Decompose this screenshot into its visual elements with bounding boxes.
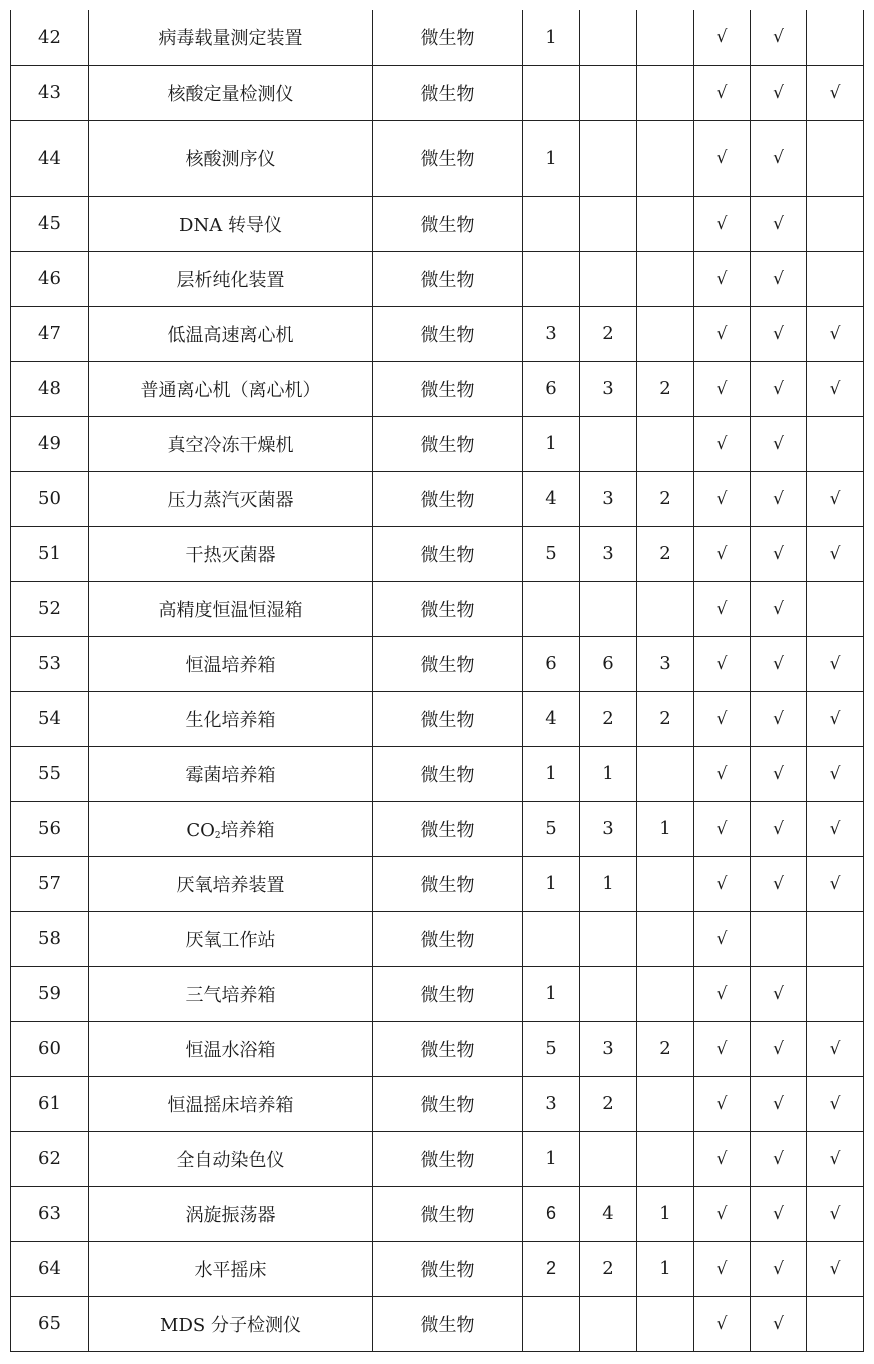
equipment-name-text: CO <box>186 819 215 841</box>
category-cell: 微生物 <box>373 1131 523 1186</box>
check-mark-icon: √ <box>807 1241 864 1296</box>
quantity-cell-3 <box>637 416 694 471</box>
category-cell: 微生物 <box>373 746 523 801</box>
check-cell-3 <box>807 416 864 471</box>
quantity-cell-2 <box>580 911 637 966</box>
quantity-cell-2 <box>580 1131 637 1186</box>
equipment-name-cell: 生化培养箱 <box>89 691 373 746</box>
check-mark-icon: √ <box>694 746 751 801</box>
quantity-cell-1: 1 <box>523 10 580 65</box>
quantity-cell-2: 3 <box>580 361 637 416</box>
check-mark-icon: √ <box>751 1021 807 1076</box>
check-cell-2 <box>751 911 807 966</box>
equipment-name-cell: 水平摇床 <box>89 1241 373 1296</box>
table-row <box>11 251 864 306</box>
quantity-cell-3: 2 <box>637 1021 694 1076</box>
quantity-cell-1 <box>523 196 580 251</box>
quantity-cell-1: 5 <box>523 801 580 856</box>
check-cell-3 <box>807 251 864 306</box>
quantity-cell-3 <box>637 1131 694 1186</box>
check-mark-icon: √ <box>694 361 751 416</box>
equipment-table <box>10 10 864 1352</box>
check-mark-icon: √ <box>751 120 807 196</box>
check-mark-icon: √ <box>807 65 864 120</box>
row-number-cell: 42 <box>11 10 89 65</box>
check-mark-icon: √ <box>807 691 864 746</box>
check-mark-icon: √ <box>751 966 807 1021</box>
check-mark-icon: √ <box>694 120 751 196</box>
check-cell-3 <box>807 1296 864 1351</box>
table-row <box>11 966 864 1021</box>
quantity-cell-2: 2 <box>580 691 637 746</box>
quantity-cell-3 <box>637 581 694 636</box>
equipment-name-cell <box>89 801 373 856</box>
table-row <box>11 746 864 801</box>
row-number-cell: 51 <box>11 526 89 581</box>
check-mark-icon: √ <box>694 471 751 526</box>
quantity-cell-1: 3 <box>523 306 580 361</box>
quantity-cell-1: 3 <box>523 1076 580 1131</box>
quantity-cell-1: 1 <box>523 120 580 196</box>
category-cell: 微生物 <box>373 306 523 361</box>
check-mark-icon: √ <box>694 1186 751 1241</box>
table-row <box>11 10 864 65</box>
table-row <box>11 801 864 856</box>
quantity-cell-1: 4 <box>523 471 580 526</box>
check-mark-icon: √ <box>807 856 864 911</box>
quantity-cell-2 <box>580 196 637 251</box>
check-mark-icon: √ <box>694 1021 751 1076</box>
table-row <box>11 911 864 966</box>
quantity-cell-3 <box>637 251 694 306</box>
category-cell: 微生物 <box>373 1186 523 1241</box>
category-cell: 微生物 <box>373 801 523 856</box>
check-mark-icon: √ <box>807 471 864 526</box>
quantity-cell-1 <box>523 911 580 966</box>
equipment-name-cell: 层析纯化装置 <box>89 251 373 306</box>
equipment-name-cell: 病毒载量测定装置 <box>89 10 373 65</box>
quantity-cell-1: 1 <box>523 416 580 471</box>
table-row <box>11 1241 864 1296</box>
table-row <box>11 691 864 746</box>
check-mark-icon: √ <box>694 1241 751 1296</box>
equipment-name-cell: 核酸定量检测仪 <box>89 65 373 120</box>
row-number-cell: 64 <box>11 1241 89 1296</box>
equipment-name-cell: 恒温摇床培养箱 <box>89 1076 373 1131</box>
row-number-cell: 59 <box>11 966 89 1021</box>
quantity-cell-3: 2 <box>637 471 694 526</box>
check-mark-icon: √ <box>751 416 807 471</box>
row-number-cell: 53 <box>11 636 89 691</box>
equipment-name-cell: 霉菌培养箱 <box>89 746 373 801</box>
quantity-cell-3 <box>637 196 694 251</box>
row-number-cell: 61 <box>11 1076 89 1131</box>
category-cell: 微生物 <box>373 856 523 911</box>
equipment-name-cell: 核酸测序仪 <box>89 120 373 196</box>
category-cell: 微生物 <box>373 581 523 636</box>
check-mark-icon: √ <box>694 801 751 856</box>
row-number-cell: 44 <box>11 120 89 196</box>
table-body <box>11 10 864 1351</box>
equipment-name-cell: 高精度恒温恒湿箱 <box>89 581 373 636</box>
check-mark-icon: √ <box>751 1296 807 1351</box>
row-number-cell: 49 <box>11 416 89 471</box>
check-mark-icon: √ <box>807 306 864 361</box>
table-row <box>11 526 864 581</box>
check-cell-3 <box>807 911 864 966</box>
category-cell: 微生物 <box>373 416 523 471</box>
equipment-name-cell: 恒温水浴箱 <box>89 1021 373 1076</box>
check-mark-icon: √ <box>694 526 751 581</box>
equipment-name-cell: MDS 分子检测仪 <box>89 1296 373 1351</box>
check-mark-icon: √ <box>751 1241 807 1296</box>
category-cell: 微生物 <box>373 361 523 416</box>
check-cell-3 <box>807 966 864 1021</box>
check-mark-icon: √ <box>694 856 751 911</box>
quantity-cell-3 <box>637 65 694 120</box>
quantity-cell-3 <box>637 911 694 966</box>
table-row <box>11 65 864 120</box>
table-row <box>11 361 864 416</box>
table-row <box>11 306 864 361</box>
equipment-name-cell: 全自动染色仪 <box>89 1131 373 1186</box>
row-number-cell: 62 <box>11 1131 89 1186</box>
quantity-cell-3 <box>637 1296 694 1351</box>
category-cell: 微生物 <box>373 251 523 306</box>
check-mark-icon: √ <box>807 1076 864 1131</box>
check-mark-icon: √ <box>807 636 864 691</box>
check-mark-icon: √ <box>694 581 751 636</box>
quantity-cell-1: 6 <box>523 361 580 416</box>
quantity-cell-2: 2 <box>580 306 637 361</box>
quantity-cell-2: 3 <box>580 801 637 856</box>
equipment-name-cell: 涡旋振荡器 <box>89 1186 373 1241</box>
check-mark-icon: √ <box>807 526 864 581</box>
check-mark-icon: √ <box>751 10 807 65</box>
quantity-cell-3: 3 <box>637 636 694 691</box>
table-row <box>11 196 864 251</box>
check-mark-icon: √ <box>694 196 751 251</box>
quantity-cell-2: 3 <box>580 1021 637 1076</box>
check-cell-3 <box>807 581 864 636</box>
equipment-name-cell: 低温高速离心机 <box>89 306 373 361</box>
quantity-cell-2: 1 <box>580 856 637 911</box>
check-mark-icon: √ <box>694 966 751 1021</box>
check-mark-icon: √ <box>751 1076 807 1131</box>
table-row <box>11 1021 864 1076</box>
equipment-name-suffix: 培养箱 <box>220 819 275 841</box>
quantity-cell-1: 6 <box>523 636 580 691</box>
row-number-cell: 60 <box>11 1021 89 1076</box>
equipment-name-cell: 恒温培养箱 <box>89 636 373 691</box>
check-mark-icon: √ <box>694 1131 751 1186</box>
check-mark-icon: √ <box>807 1186 864 1241</box>
quantity-cell-3: 2 <box>637 526 694 581</box>
check-mark-icon: √ <box>694 1296 751 1351</box>
table-row <box>11 416 864 471</box>
row-number-cell: 48 <box>11 361 89 416</box>
category-cell: 微生物 <box>373 120 523 196</box>
quantity-cell-2 <box>580 120 637 196</box>
quantity-cell-1: 1 <box>523 966 580 1021</box>
quantity-cell-2 <box>580 581 637 636</box>
row-number-cell: 65 <box>11 1296 89 1351</box>
row-number-cell: 56 <box>11 801 89 856</box>
quantity-cell-2: 6 <box>580 636 637 691</box>
equipment-name-cell: 干热灭菌器 <box>89 526 373 581</box>
quantity-cell-1: 1 <box>523 856 580 911</box>
quantity-cell-1: 6 <box>523 1186 580 1241</box>
row-number-cell: 54 <box>11 691 89 746</box>
check-mark-icon: √ <box>751 746 807 801</box>
row-number-cell: 63 <box>11 1186 89 1241</box>
check-mark-icon: √ <box>751 196 807 251</box>
check-mark-icon: √ <box>751 306 807 361</box>
table-row <box>11 856 864 911</box>
check-mark-icon: √ <box>807 801 864 856</box>
row-number-cell: 58 <box>11 911 89 966</box>
check-cell-3 <box>807 10 864 65</box>
quantity-cell-2: 2 <box>580 1241 637 1296</box>
category-cell: 微生物 <box>373 526 523 581</box>
quantity-cell-3 <box>637 746 694 801</box>
check-mark-icon: √ <box>694 636 751 691</box>
check-mark-icon: √ <box>751 1186 807 1241</box>
quantity-cell-2: 3 <box>580 526 637 581</box>
quantity-cell-2: 4 <box>580 1186 637 1241</box>
quantity-cell-2 <box>580 251 637 306</box>
category-cell: 微生物 <box>373 911 523 966</box>
quantity-cell-3: 2 <box>637 361 694 416</box>
table-row <box>11 636 864 691</box>
quantity-cell-3 <box>637 306 694 361</box>
table-row <box>11 471 864 526</box>
check-mark-icon: √ <box>807 1021 864 1076</box>
table-row <box>11 120 864 196</box>
equipment-name-cell: 三气培养箱 <box>89 966 373 1021</box>
category-cell: 微生物 <box>373 1296 523 1351</box>
equipment-name-cell: 普通离心机（离心机） <box>89 361 373 416</box>
equipment-name-cell: 压力蒸汽灭菌器 <box>89 471 373 526</box>
table-row <box>11 1076 864 1131</box>
category-cell: 微生物 <box>373 65 523 120</box>
quantity-cell-2: 3 <box>580 471 637 526</box>
table-row <box>11 1296 864 1351</box>
quantity-cell-1 <box>523 581 580 636</box>
quantity-cell-1 <box>523 1296 580 1351</box>
category-cell: 微生物 <box>373 196 523 251</box>
quantity-cell-1: 4 <box>523 691 580 746</box>
category-cell: 微生物 <box>373 966 523 1021</box>
equipment-name-cell: 厌氧培养装置 <box>89 856 373 911</box>
check-mark-icon: √ <box>694 911 751 966</box>
quantity-cell-3 <box>637 120 694 196</box>
quantity-cell-1: 5 <box>523 526 580 581</box>
check-mark-icon: √ <box>751 471 807 526</box>
category-cell: 微生物 <box>373 1076 523 1131</box>
check-mark-icon: √ <box>751 1131 807 1186</box>
row-number-cell: 50 <box>11 471 89 526</box>
check-mark-icon: √ <box>751 581 807 636</box>
row-number-cell: 45 <box>11 196 89 251</box>
check-mark-icon: √ <box>751 801 807 856</box>
quantity-cell-3: 2 <box>637 691 694 746</box>
quantity-cell-1 <box>523 251 580 306</box>
check-mark-icon: √ <box>751 691 807 746</box>
check-mark-icon: √ <box>807 361 864 416</box>
quantity-cell-2 <box>580 1296 637 1351</box>
check-mark-icon: √ <box>751 251 807 306</box>
check-mark-icon: √ <box>751 856 807 911</box>
row-number-cell: 55 <box>11 746 89 801</box>
quantity-cell-2 <box>580 65 637 120</box>
check-mark-icon: √ <box>751 65 807 120</box>
table-row <box>11 1131 864 1186</box>
quantity-cell-3 <box>637 10 694 65</box>
check-mark-icon: √ <box>751 526 807 581</box>
quantity-cell-3 <box>637 856 694 911</box>
quantity-cell-1: 1 <box>523 746 580 801</box>
quantity-cell-2: 2 <box>580 1076 637 1131</box>
quantity-cell-2 <box>580 10 637 65</box>
row-number-cell: 52 <box>11 581 89 636</box>
quantity-cell-2 <box>580 966 637 1021</box>
quantity-cell-3 <box>637 966 694 1021</box>
quantity-cell-3: 1 <box>637 801 694 856</box>
check-cell-3 <box>807 196 864 251</box>
check-mark-icon: √ <box>751 361 807 416</box>
quantity-cell-1: 5 <box>523 1021 580 1076</box>
equipment-name-cell: DNA 转导仪 <box>89 196 373 251</box>
equipment-name-cell: 厌氧工作站 <box>89 911 373 966</box>
check-mark-icon: √ <box>807 1131 864 1186</box>
quantity-cell-3: 1 <box>637 1241 694 1296</box>
quantity-cell-1: 2 <box>523 1241 580 1296</box>
category-cell: 微生物 <box>373 471 523 526</box>
check-mark-icon: √ <box>694 251 751 306</box>
equipment-name-subscript: 2 <box>214 830 221 841</box>
check-mark-icon: √ <box>694 65 751 120</box>
category-cell: 微生物 <box>373 691 523 746</box>
quantity-cell-3: 1 <box>637 1186 694 1241</box>
check-mark-icon: √ <box>694 416 751 471</box>
row-number-cell: 46 <box>11 251 89 306</box>
check-mark-icon: √ <box>807 746 864 801</box>
category-cell: 微生物 <box>373 1241 523 1296</box>
row-number-cell: 47 <box>11 306 89 361</box>
check-mark-icon: √ <box>751 636 807 691</box>
equipment-name-cell: 真空冷冻干燥机 <box>89 416 373 471</box>
quantity-cell-2 <box>580 416 637 471</box>
row-number-cell: 57 <box>11 856 89 911</box>
table-row <box>11 1186 864 1241</box>
category-cell: 微生物 <box>373 636 523 691</box>
check-cell-3 <box>807 120 864 196</box>
quantity-cell-3 <box>637 1076 694 1131</box>
quantity-cell-1: 1 <box>523 1131 580 1186</box>
check-mark-icon: √ <box>694 306 751 361</box>
row-number-cell: 43 <box>11 65 89 120</box>
check-mark-icon: √ <box>694 10 751 65</box>
quantity-cell-2: 1 <box>580 746 637 801</box>
category-cell: 微生物 <box>373 1021 523 1076</box>
check-mark-icon: √ <box>694 691 751 746</box>
category-cell: 微生物 <box>373 10 523 65</box>
quantity-cell-1 <box>523 65 580 120</box>
table-row <box>11 581 864 636</box>
check-mark-icon: √ <box>694 1076 751 1131</box>
